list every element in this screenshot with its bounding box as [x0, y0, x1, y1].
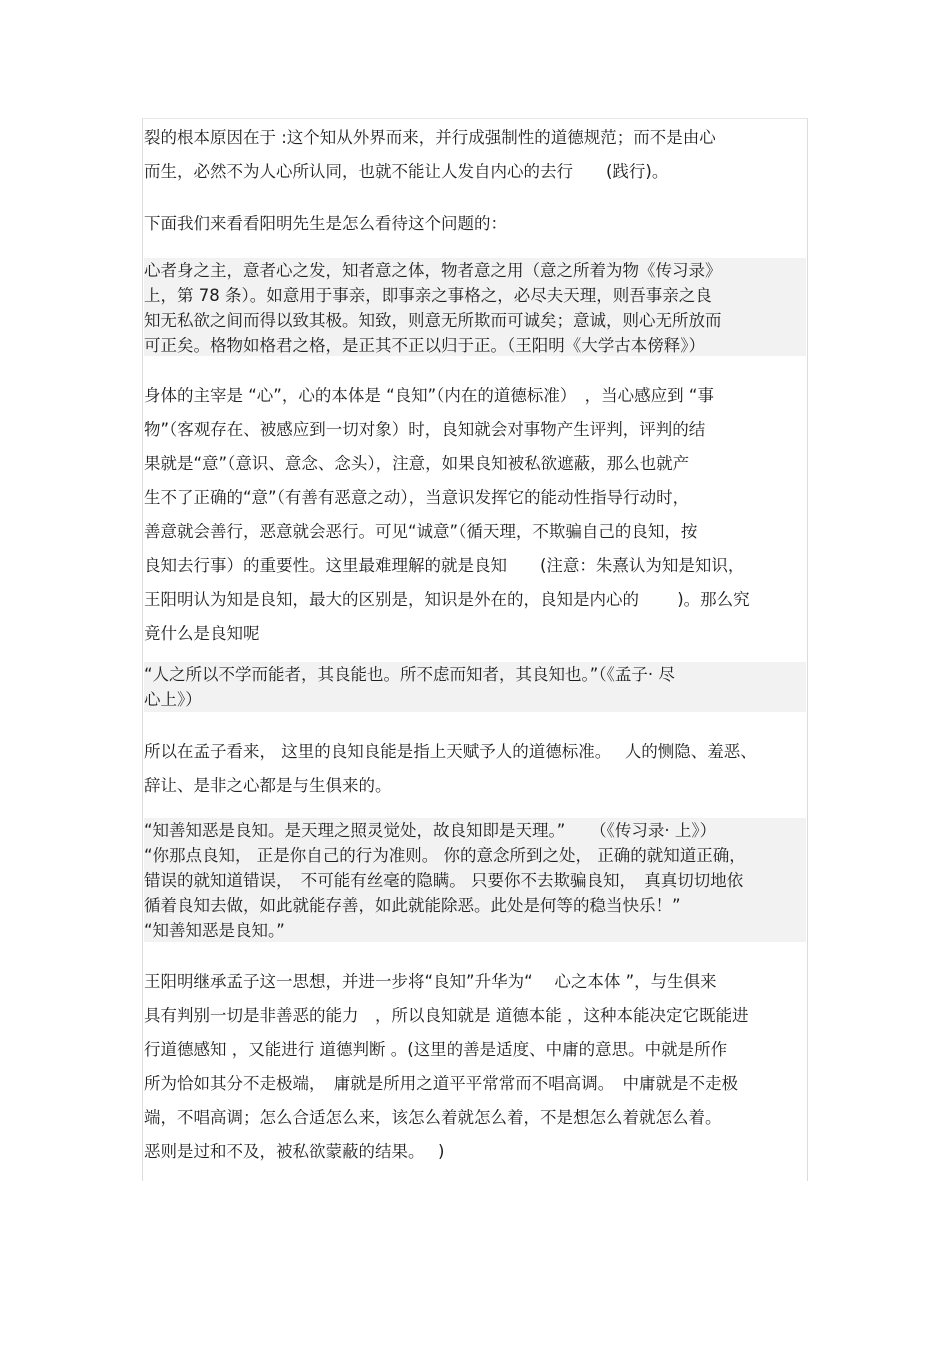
text-line: 身体的主宰是 “心”，心的本体是 “良知”（内在的道德标准） ，当心感应到 “事 — [144, 386, 714, 405]
quote-line: 心上》） — [144, 690, 202, 709]
paragraph-intro — [144, 121, 806, 189]
quote-line: “知善知恶是良知。是天理之照灵觉处，故良知即是天理。” （《传习录· 上》） — [144, 821, 717, 840]
text-line: 端，不唱高调；怎么合适怎么来，该怎么着就怎么着，不是想怎么着就怎么着。 — [144, 1108, 722, 1127]
paragraph-lead — [144, 207, 806, 241]
text-line: 裂的根本原因在于 :这个知从外界而来，并行成强制性的道德规范；而不是由心 — [144, 128, 716, 147]
text-line: 下面我们来看看阳明先生是怎么看待这个问题的： — [144, 214, 507, 233]
text-line: 而生，必然不为人心所认同，也就不能让人发自内心的去行 (践行)。 — [144, 162, 669, 181]
text-line: 所为恰如其分不走极端， 庸就是所用之道平平常常而不唱高调。 中庸就是不走极 — [144, 1074, 738, 1093]
quote-line: “知善知恶是良知。” — [144, 921, 285, 940]
quote-line: 循着良知去做，如此就能存善，如此就能除恶。此处是何等的稳当快乐！” — [144, 896, 681, 915]
text-line: 良知去行事）的重要性。这里最难理解的就是良知 (注意：朱熹认为知是知识， — [144, 556, 745, 575]
quote-line: “你那点良知， 正是你自己的行为准则。 你的意念所到之处， 正确的就知道正确， — [144, 846, 746, 865]
text-line: 物”（客观存在、被感应到一切对象）时，良知就会对事物产生评判，评判的结 — [144, 420, 706, 439]
text-line: 所以在孟子看来， 这里的良知良能是指上天赋予人的道德标准。 人的恻隐、羞恶、 — [144, 742, 757, 761]
quote-line: 知无私欲之间而得以致其极。知致，则意无所欺而可诚矣；意诚，则心无所放而 — [144, 311, 722, 330]
paragraph-conclusion — [144, 965, 806, 1169]
paragraph-explanation — [144, 379, 806, 651]
quote-line: 错误的就知道错误， 不可能有丝毫的隐瞒。 只要你不去欺骗良知， 真真切切地依 — [144, 871, 744, 890]
quote-block-liangzhi — [144, 818, 806, 942]
text-line: 辞让、是非之心都是与生俱来的。 — [144, 776, 392, 795]
paragraph-mengzi-view — [144, 735, 806, 803]
quote-line: 心者身之主，意者心之发，知者意之体，物者意之用（意之所着为物《传习录》 — [144, 261, 722, 280]
text-line: 具有判别一切是非善恶的能力 ，所以良知就是 道德本能 ，这种本能决定它既能进 — [144, 1006, 749, 1025]
text-line: 生不了正确的“意”（有善有恶意之动），当意识发挥它的能动性指导行动时， — [144, 488, 690, 507]
text-line: 竟什么是良知呢 — [144, 624, 260, 643]
text-line: 王阳明继承孟子这一思想，并进一步将“良知”升华为“ 心之本体 ”，与生俱来 — [144, 972, 717, 991]
quote-line: 上，第 78 条）。如意用于事亲，即事亲之事格之，必尽夫天理，则吾事亲之良 — [144, 286, 712, 305]
quote-block-mengzi — [144, 662, 806, 712]
text-line: 果就是“意”（意识、意念、念头），注意，如果良知被私欲遮蔽，那么也就产 — [144, 454, 690, 473]
quote-block-chuanxilu — [144, 258, 806, 356]
quote-line: 可正矣。格物如格君之格，是正其不正以归于正。（王阳明《大学古本傍释》） — [144, 336, 705, 355]
text-line: 行道德感知 ，又能进行 道德判断 。(这里的善是适度、中庸的意思。中就是所作 — [144, 1040, 728, 1059]
text-line: 恶则是过和不及，被私欲蒙蔽的结果。 ) — [144, 1142, 445, 1161]
quote-line: “人之所以不学而能者，其良能也。所不虑而知者，其良知也。”（《孟子· 尽 — [144, 665, 675, 684]
text-line: 王阳明认为知是良知，最大的区别是，知识是外在的，良知是内心的 )。那么究 — [144, 590, 750, 609]
text-line: 善意就会善行，恶意就会恶行。可见“诚意”（循天理，不欺骗自己的良知，按 — [144, 522, 698, 541]
